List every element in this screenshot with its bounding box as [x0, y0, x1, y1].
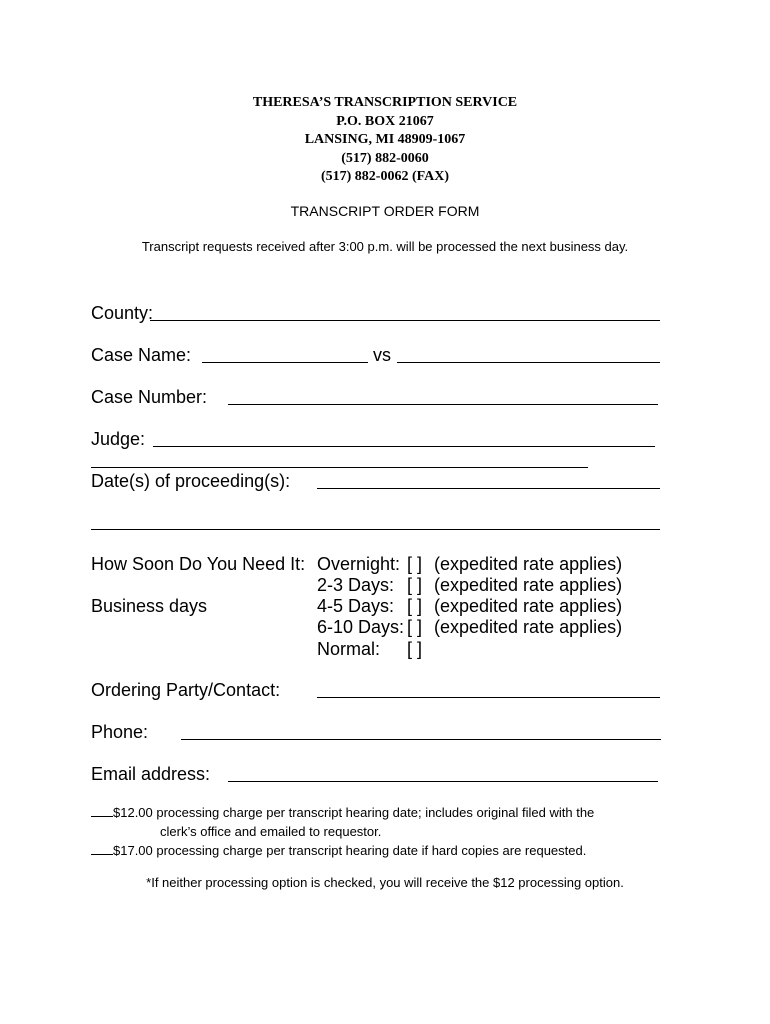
turnaround-normal-label: Normal: [317, 639, 381, 659]
turnaround-6-10-label: 6-10 Days: [317, 617, 405, 637]
ordering-party-label: Ordering Party/Contact: [91, 680, 281, 700]
case-number-label: Case Number: [91, 387, 208, 407]
turnaround-2-3-checkbox[interactable]: [ ] [407, 575, 423, 595]
company-header [0, 94, 770, 187]
charge-option-12-checkline[interactable] [91, 804, 113, 817]
turnaround-2-3-note: (expedited rate applies) [434, 575, 623, 595]
county-input-line[interactable] [150, 320, 660, 321]
county-label: County: [91, 303, 154, 323]
email-input-line[interactable] [228, 781, 658, 782]
charge-option-17 [91, 842, 586, 860]
phone-label: Phone: [91, 722, 149, 742]
po-box: P.O. BOX 21067 [336, 113, 434, 129]
charge-option-17-checkline[interactable] [91, 842, 113, 855]
dates-extra-line[interactable] [91, 529, 660, 530]
processing-footnote: *If neither processing option is checked, you will receive the $12 processing option. [146, 875, 624, 890]
fax-number: (517) 882-0062 (FAX) [320, 169, 450, 184]
turnaround-overnight-note: (expedited rate applies) [434, 554, 623, 574]
phone-number: (517) 882-0060 [341, 150, 429, 166]
charge-option-12 [91, 804, 594, 822]
processing-notice: Transcript requests received after 3:00 p.m. will be processed the next business day. [141, 239, 629, 254]
judge-input-line[interactable] [153, 446, 655, 447]
city-address: LANSING, MI 48909-1067 [304, 132, 466, 147]
charge-option-12-text: $12.00 processing charge per transcript hearing date; includes original filed with the [113, 805, 595, 820]
turnaround-2-3-label: 2-3 Days: [317, 575, 395, 595]
judge-label: Judge: [91, 429, 146, 449]
dates-label: Date(s) of proceeding(s): [91, 471, 291, 491]
phone-input-line[interactable] [181, 739, 661, 740]
turnaround-normal-checkbox[interactable]: [ ] [407, 639, 423, 659]
email-label: Email address: [91, 764, 211, 784]
dates-input-line[interactable] [317, 488, 660, 489]
versus-label: vs [373, 345, 391, 365]
how-soon-label: How Soon Do You Need It: [91, 554, 306, 574]
ordering-party-input-line[interactable] [317, 697, 660, 698]
charge-option-12-continued: clerk’s office and emailed to requestor. [160, 824, 382, 839]
turnaround-4-5-checkbox[interactable]: [ ] [407, 596, 423, 616]
business-days-label: Business days [91, 596, 208, 616]
judge-extra-line[interactable] [91, 467, 588, 468]
case-name-defendant-line[interactable] [397, 362, 660, 363]
charge-option-17-text: $17.00 processing charge per transcript hearing date if hard copies are requested. [113, 843, 587, 858]
turnaround-6-10-note: (expedited rate applies) [434, 617, 623, 637]
turnaround-overnight-checkbox[interactable]: [ ] [407, 554, 423, 574]
case-name-plaintiff-line[interactable] [202, 362, 368, 363]
turnaround-4-5-label: 4-5 Days: [317, 596, 395, 616]
turnaround-4-5-note: (expedited rate applies) [434, 596, 623, 616]
turnaround-overnight-label: Overnight: [317, 554, 401, 574]
form-title: TRANSCRIPT ORDER FORM [290, 203, 480, 219]
turnaround-6-10-checkbox[interactable]: [ ] [407, 617, 423, 637]
case-number-input-line[interactable] [228, 404, 658, 405]
company-name: THERESA’S TRANSCRIPTION SERVICE [252, 95, 518, 110]
case-name-label: Case Name: [91, 345, 192, 365]
